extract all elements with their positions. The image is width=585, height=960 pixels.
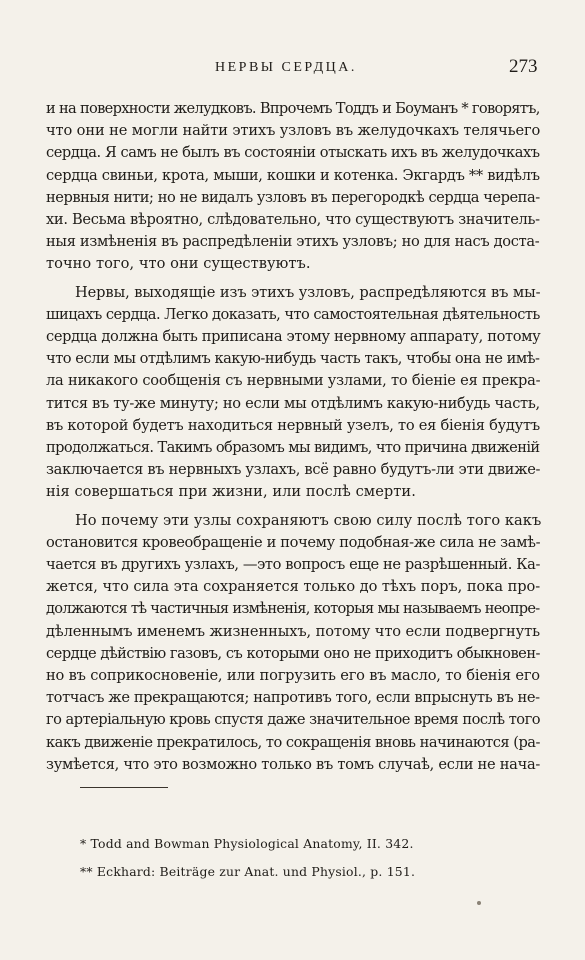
- text-line-28: го артеріальную кровь спустя даже значительное время послѣ того: [46, 711, 540, 729]
- text-line-30: зумѣется, что это возможно только въ томъ случаѣ, если не нача-: [46, 755, 541, 773]
- text-line-7: ныя измѣненія въ распредѣленіи этихъ узловъ; но для насъ доста-: [46, 233, 540, 251]
- text-line-19: Но почему эти узлы сохраняютъ свою силу послѣ того какъ: [75, 511, 542, 529]
- footnote-1: * Todd and Bowman Physiological Anatomy, II. 342.: [80, 836, 414, 851]
- text-line-3: сердца. Я самъ не былъ въ состояніи отыскать ихъ въ желудочкахъ: [46, 144, 540, 162]
- text-line-9: Нервы, выходящіе изъ этихъ узловъ, распредѣляются въ мы-: [75, 283, 541, 301]
- text-line-16: продолжаться. Такимъ образомъ мы видимъ, что причина движеній: [46, 439, 540, 456]
- text-line-14: тится въ ту-же минуту; но если мы отдѣлимъ какую-нибудь часть,: [46, 394, 540, 412]
- text-line-15: въ которой будетъ находиться нервный узелъ, то ея біенія будутъ: [46, 416, 540, 434]
- text-line-8: точно того, что они существуютъ.: [46, 255, 311, 273]
- text-line-12: что если мы отдѣлимъ какую-нибудь часть такъ, чтобы она не имѣ-: [46, 350, 540, 368]
- text-line-29: какъ движеніе прекратилось, то сокращенія вновь начинаются (ра-: [46, 733, 540, 751]
- page-number: 273: [509, 56, 538, 77]
- text-line-17: заключается въ нервныхъ узлахъ, всё равно будутъ-ли эти движе-: [46, 461, 541, 479]
- text-line-10: шицахъ сердца. Легко доказать, что самостоятельная дѣятельность: [46, 305, 540, 323]
- text-line-4: сердца свиньи, крота, мыши, кошки и котенка. Экгардъ ** видѣлъ: [46, 166, 540, 184]
- text-line-23: должаются тѣ частичныя измѣненія, которыя мы называемъ неопре-: [46, 600, 540, 618]
- text-line-24: дѣленнымъ именемъ жизненныхъ, потому что если подвергнуть: [46, 622, 540, 640]
- text-line-13: ла никакого сообщенія съ нервными узлами, то біеніе ея прекра-: [46, 372, 541, 390]
- footnote-2: ** Eckhard: Beiträge zur Anat. und Physiol., p. 151.: [80, 864, 416, 879]
- text-line-1: и на поверхности желудковъ. Впрочемъ Тоддъ и Боуманъ * говорятъ,: [46, 100, 540, 117]
- text-line-25: сердце дѣйствію газовъ, съ которыми оно не приходитъ обыкновен-: [46, 644, 540, 662]
- footnote-rule: [80, 787, 168, 788]
- ink-speck: [477, 901, 481, 905]
- text-line-2: что они не могли найти этихъ узловъ въ желудочкахъ телячьего: [46, 122, 541, 140]
- running-title: НЕРВЫ СЕРДЦА.: [215, 60, 357, 75]
- text-line-27: тотчасъ же прекращаются; напротивъ того, если впрыснуть въ не-: [46, 689, 540, 707]
- text-line-20: остановится кровеобращеніе и почему подобная-же сила не замѣ-: [46, 533, 541, 551]
- text-line-26: но въ соприкосновеніе, или погрузить его въ масло, то біенія его: [46, 667, 540, 684]
- text-line-6: хи. Весьма вѣроятно, слѣдовательно, что существуютъ значитель-: [46, 211, 540, 228]
- text-line-5: нервныя нити; но не видалъ узловъ въ перегородкѣ сердца черепа-: [46, 188, 540, 206]
- text-line-22: жется, что сила эта сохраняется только до тѣхъ поръ, пока про-: [46, 578, 541, 596]
- text-line-11: сердца должна быть приписана этому нервному аппарату, потому: [46, 328, 541, 345]
- text-line-21: чается въ другихъ узлахъ, —это вопросъ еще не разрѣшенный. Ка-: [46, 556, 541, 573]
- text-line-18: нія совершаться при жизни, или послѣ смерти.: [46, 483, 416, 501]
